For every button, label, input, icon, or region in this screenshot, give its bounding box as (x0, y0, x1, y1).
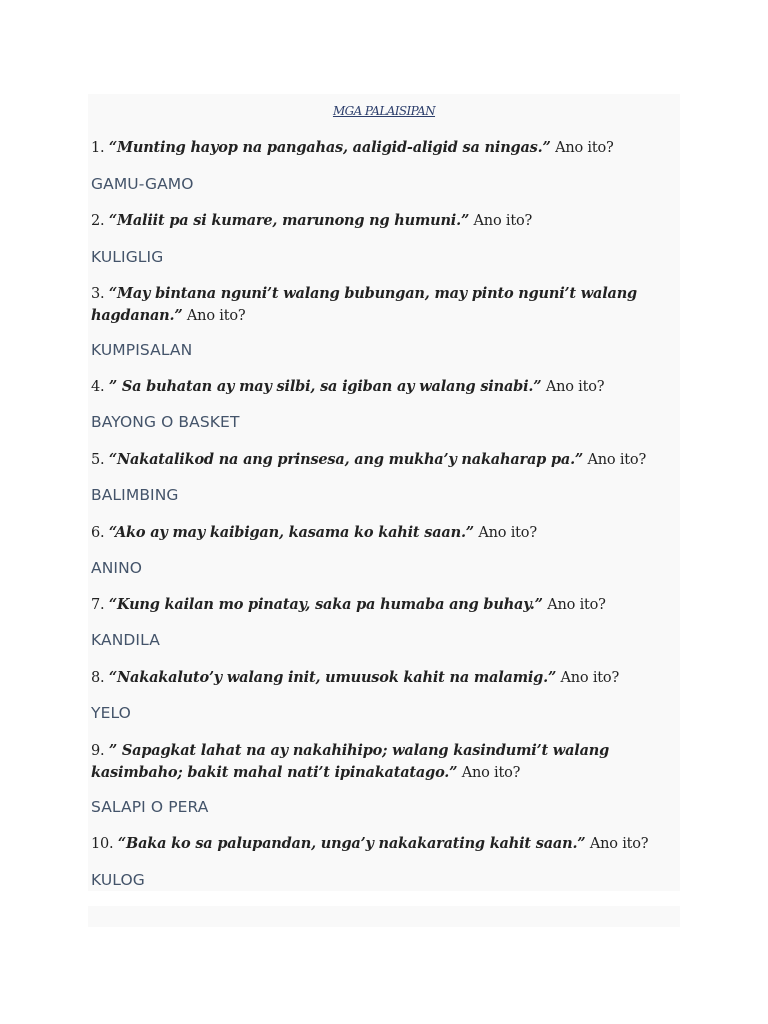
answer-2: KULIGLIG (91, 248, 164, 266)
riddle-number: 9. (91, 743, 105, 759)
riddle-5 (91, 449, 651, 471)
answer-6: ANINO (91, 559, 143, 577)
riddle-2 (91, 210, 651, 232)
riddle-number: 3. (91, 286, 105, 302)
riddle-prompt: Ano ito? (186, 308, 246, 324)
riddle-number: 7. (91, 597, 105, 613)
riddle-prompt: Ano ito? (589, 836, 649, 852)
riddle-text: “Nakakaluto’y walang init, umuusok kahit na malamig.” (108, 669, 557, 686)
riddle-10 (91, 833, 651, 855)
riddle-number: 1. (91, 140, 105, 156)
riddle-4 (91, 376, 651, 398)
riddle-number: 4. (91, 379, 105, 395)
riddle-prompt: Ano ito? (473, 213, 533, 229)
document-page (88, 94, 680, 891)
riddle-number: 6. (91, 525, 105, 541)
riddle-number: 10. (91, 836, 114, 852)
riddle-text: “Ako ay may kaibigan, kasama ko kahit saan.” (108, 524, 474, 541)
riddle-text: ” Sa buhatan ay may silbi, sa igiban ay walang sinabi.” (108, 378, 542, 395)
answer-3: KUMPISALAN (91, 341, 193, 359)
riddle-text: “Kung kailan mo pinatay, saka pa humaba ang buhay.” (108, 596, 543, 613)
answer-7: KANDILA (91, 631, 160, 649)
riddle-text: “Baka ko sa palupandan, unga’y nakakarating kahit saan.” (117, 835, 586, 852)
riddle-1 (91, 137, 651, 159)
answer-4: BAYONG O BASKET (91, 413, 240, 431)
riddle-8 (91, 667, 651, 689)
riddle-text: “Nakatalikod na ang prinsesa, ang mukha’y nakaharap pa.” (108, 451, 584, 468)
riddle-prompt: Ano ito? (545, 379, 605, 395)
answer-8: YELO (91, 704, 131, 722)
riddle-6 (91, 522, 651, 544)
riddle-prompt: Ano ito? (478, 525, 537, 541)
riddle-text: “Munting hayop na pangahas, aaligid-aligid sa ningas.” (108, 139, 551, 156)
riddle-prompt: Ano ito? (555, 140, 614, 156)
riddle-number: 5. (91, 452, 105, 468)
riddle-text: ” Sapagkat lahat na ay nakahihipo; walang kasindumi’t walang kasimbaho; bakit mahal nati’t ipinakatatago.” (91, 742, 610, 781)
answer-5: BALIMBING (91, 486, 179, 504)
answer-1: GAMU-GAMO (91, 175, 194, 193)
answer-9: SALAPI O PERA (91, 798, 209, 816)
riddle-prompt: Ano ito? (461, 765, 521, 781)
riddle-text: “Maliit pa si kumare, marunong ng humuni.” (108, 212, 470, 229)
page-title: MGA PALAISIPAN (332, 104, 436, 118)
riddle-number: 8. (91, 670, 105, 686)
riddle-prompt: Ano ito? (547, 597, 606, 613)
riddle-7 (91, 594, 651, 616)
riddle-3 (91, 283, 651, 327)
riddle-number: 2. (91, 213, 105, 229)
riddle-9 (91, 740, 651, 784)
riddle-prompt: Ano ito? (587, 452, 647, 468)
answer-10: KULOG (91, 871, 145, 889)
next-page-strip (88, 906, 680, 927)
riddle-text: “May bintana nguni’t walang bubungan, may pinto nguni’t walang hagdanan.” (91, 285, 637, 324)
riddle-prompt: Ano ito? (560, 670, 620, 686)
